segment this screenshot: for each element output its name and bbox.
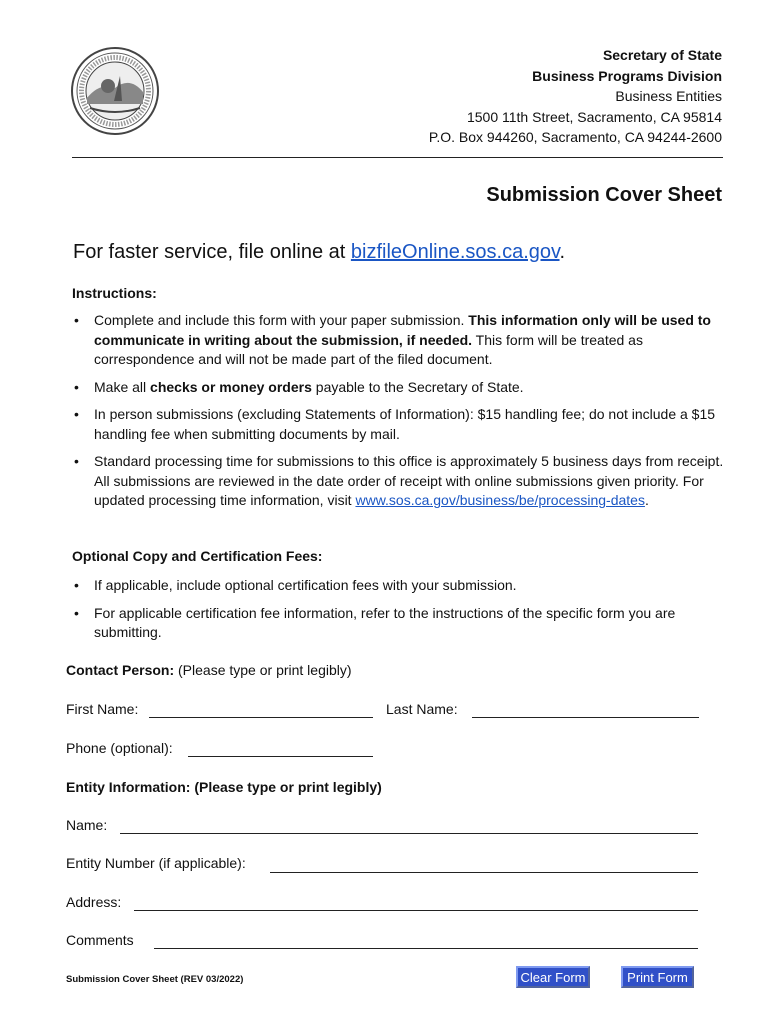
- entity-heading: Entity Information: (Please type or print legibly): [66, 779, 382, 795]
- clear-form-button[interactable]: Clear Form: [516, 966, 590, 988]
- period: .: [644, 492, 649, 508]
- comments-label: Comments: [66, 932, 134, 948]
- bizfile-link[interactable]: bizfileOnline.sos.ca.gov: [350, 241, 560, 263]
- office-header: [429, 45, 722, 148]
- phone-field[interactable]: [188, 756, 373, 757]
- form-revision: Submission Cover Sheet (REV 03/2022): [66, 974, 244, 985]
- page-title: Submission Cover Sheet: [486, 184, 722, 206]
- faster-service-notice: [73, 241, 565, 264]
- instruction-emphasis: checks or money orders: [150, 378, 312, 395]
- period: .: [559, 241, 566, 263]
- first-name-label: First Name:: [66, 701, 139, 717]
- phone-label: Phone (optional):: [66, 740, 173, 756]
- optional-fee-item: • If applicable, include optional certification fees with your submission.: [72, 576, 728, 596]
- last-name-label: Last Name:: [386, 701, 458, 717]
- instruction-text: This form will be treated as correspondence and will not be made part of the filed document.: [94, 331, 643, 367]
- street-address: 1500 11th Street, Sacramento, CA 95814: [466, 108, 722, 125]
- last-name-field[interactable]: [472, 717, 699, 718]
- division-name: Business Programs Division: [532, 67, 722, 84]
- po-box: P.O. Box 944260, Sacramento, CA 94244-2600: [428, 129, 722, 145]
- contact-heading-note: (Please type or print legibly): [174, 662, 352, 678]
- header-divider: [72, 157, 723, 158]
- contact-heading-label: Contact Person:: [66, 662, 175, 678]
- optional-fees-heading: Optional Copy and Certification Fees:: [72, 548, 323, 564]
- california-state-seal: [70, 46, 160, 136]
- contact-heading: [66, 662, 352, 678]
- office-name: Secretary of State: [602, 47, 722, 63]
- print-form-button[interactable]: Print Form: [621, 966, 694, 988]
- processing-dates-link[interactable]: www.sos.ca.gov/business/be/processing-dates: [355, 492, 645, 508]
- optional-fees-list: [72, 576, 728, 651]
- unit-name: Business Entities: [615, 88, 722, 104]
- entity-number-field[interactable]: [270, 872, 698, 873]
- instruction-item: • In person submissions (excluding Statements of Information): $15 handling fee; do not include a $15 handling fee when submitting documents by mail.: [72, 405, 728, 444]
- instruction-item: [72, 378, 728, 398]
- entity-address-field[interactable]: [134, 910, 698, 911]
- entity-address-label: Address:: [66, 894, 122, 910]
- instruction-text: Make all: [94, 378, 151, 395]
- comments-field[interactable]: [154, 948, 698, 949]
- first-name-field[interactable]: [149, 717, 373, 718]
- instructions-list: [72, 311, 728, 519]
- instruction-item: [72, 311, 728, 370]
- faster-service-text: For faster service, file online at: [73, 241, 351, 263]
- entity-name-field[interactable]: [120, 833, 698, 834]
- instruction-text: Standard processing time for submissions to this office is approximately 5 business days from receipt. All submissions are reviewed in the date order of receipt with online submissions given priority. For updated processing time information, visit: [94, 453, 724, 508]
- instructions-heading: Instructions:: [72, 285, 157, 301]
- entity-number-label: Entity Number (if applicable):: [66, 855, 246, 871]
- entity-name-label: Name:: [66, 817, 108, 833]
- optional-fee-item: • For applicable certification fee information, refer to the instructions of the specific form you are submitting.: [72, 604, 728, 643]
- instruction-emphasis: This information only will be used to communicate in writing about the submission, if needed.: [94, 312, 711, 348]
- instruction-item: [72, 452, 728, 511]
- instruction-text: Complete and include this form with your paper submission.: [94, 312, 469, 328]
- instruction-text: payable to the Secretary of State.: [311, 378, 524, 395]
